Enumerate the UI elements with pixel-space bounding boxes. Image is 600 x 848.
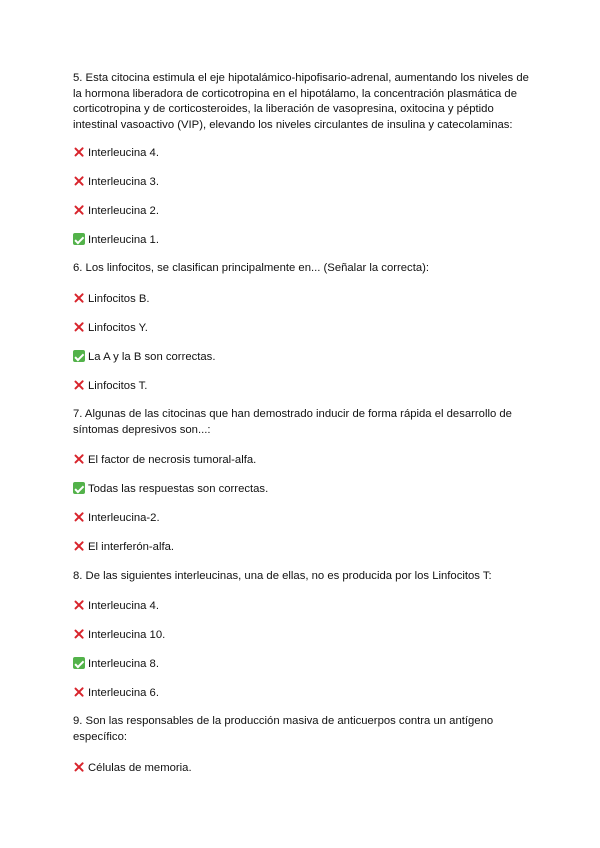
question-5-option-1: Interleucina 4.	[73, 146, 159, 160]
question-6-option-1: Linfocitos B.	[73, 292, 150, 306]
check-mark-icon	[73, 482, 85, 494]
cross-mark-icon	[73, 599, 85, 611]
question-7-text: 7. Algunas de las citocinas que han demostrado inducir de forma rápida el desarrollo de síntomas depresivos son...:	[73, 408, 512, 436]
cross-mark-icon	[73, 175, 85, 187]
question-9-text: 9. Son las responsables de la producción masiva de anticuerpos contra un antígeno específico:	[73, 715, 494, 743]
question-7-option-2: Todas las respuestas son correctas.	[73, 482, 268, 496]
question-6-option-3: La A y la B son correctas.	[73, 350, 215, 364]
question-8-option-2: Interleucina 10.	[73, 628, 165, 642]
question-8-text: 8. De las siguientes interleucinas, una de ellas, no es producida por los Linfocitos T:	[73, 570, 492, 582]
question-7-option-3: Interleucina-2.	[73, 511, 160, 525]
cross-mark-icon	[73, 628, 85, 640]
question-8-option-4: Interleucina 6.	[73, 686, 159, 700]
cross-mark-icon	[73, 321, 85, 333]
question-5-option-3: Interleucina 2.	[73, 204, 159, 218]
question-9-option-1: Células de memoria.	[73, 761, 192, 775]
cross-mark-icon	[73, 761, 85, 773]
question-7-option-1: El factor de necrosis tumoral-alfa.	[73, 453, 256, 467]
check-mark-icon	[73, 233, 85, 245]
question-5-text: 5. Esta citocina estimula el eje hipotalámico-hipofisario-adrenal, aumentando los niveles de la hormona liberadora de corticotropina en el hipotálamo, la concentración plasmática de corticotropina y de corticosteroides, la liberación de vasopresina, oxitocina y péptido intestinal vasoactivo (VIP), elevando los niveles circulantes de insulina y catecolaminas:	[73, 72, 529, 131]
question-8-option-1: Interleucina 4.	[73, 599, 159, 613]
cross-mark-icon	[73, 540, 85, 552]
check-mark-icon	[73, 350, 85, 362]
question-5-option-2: Interleucina 3.	[73, 175, 159, 189]
question-6-option-4: Linfocitos T.	[73, 379, 147, 393]
cross-mark-icon	[73, 292, 85, 304]
question-5-option-4: Interleucina 1.	[73, 233, 159, 247]
cross-mark-icon	[73, 379, 85, 391]
question-6-option-2: Linfocitos Y.	[73, 321, 148, 335]
cross-mark-icon	[73, 204, 85, 216]
question-6-text: 6. Los linfocitos, se clasifican principalmente en... (Señalar la correcta):	[73, 262, 430, 274]
cross-mark-icon	[73, 686, 85, 698]
cross-mark-icon	[73, 453, 85, 465]
question-7-option-4: El interferón-alfa.	[73, 540, 174, 554]
question-8-option-3: Interleucina 8.	[73, 657, 159, 671]
cross-mark-icon	[73, 146, 85, 158]
check-mark-icon	[73, 657, 85, 669]
cross-mark-icon	[73, 511, 85, 523]
